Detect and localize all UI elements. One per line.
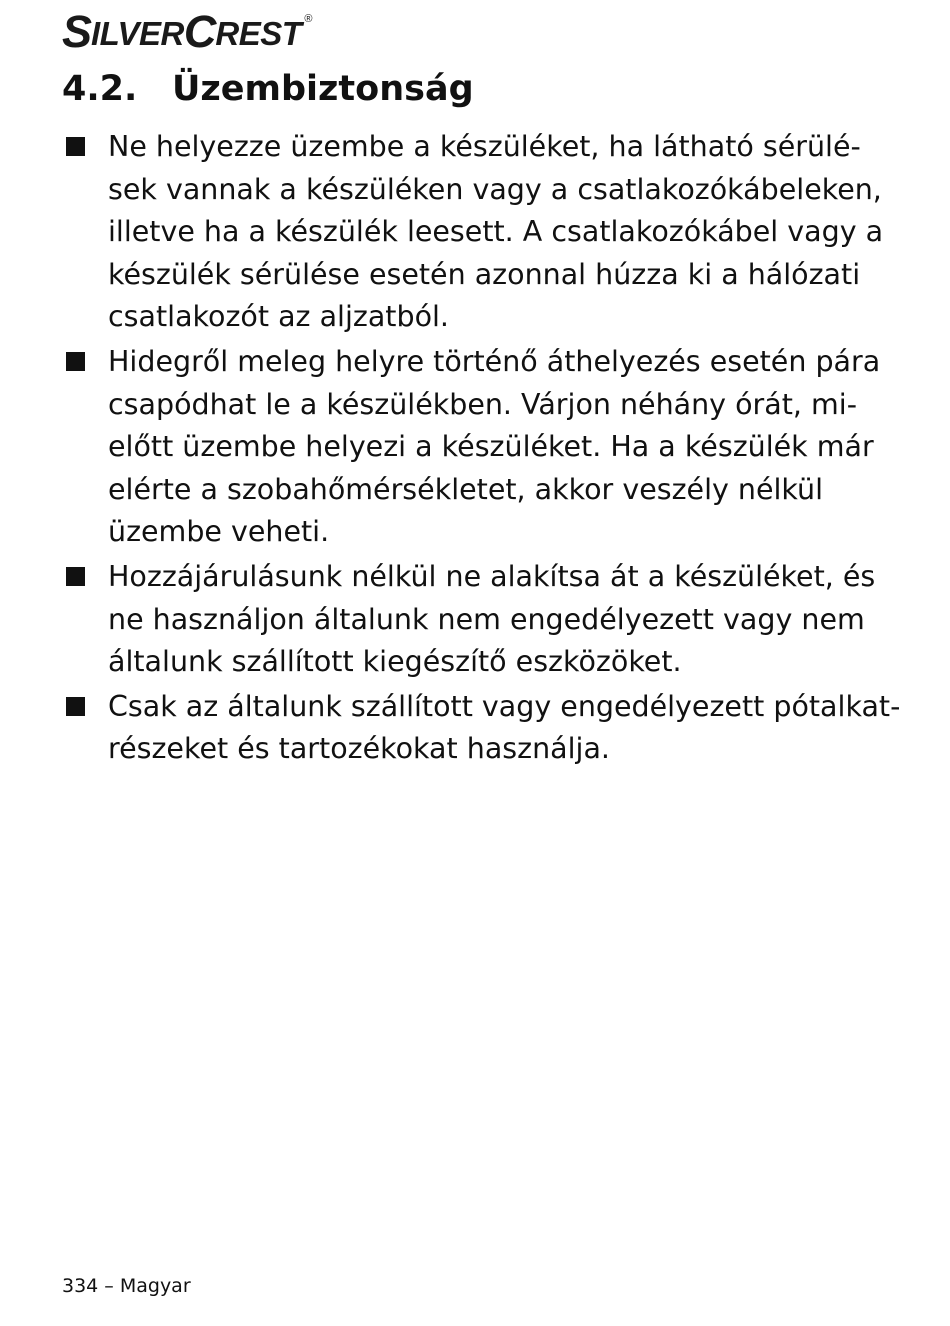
logo-text-ilver: ILVER [91, 15, 184, 52]
item-text-line: előtt üzembe helyezi a készüléket. Ha a készülék már [108, 430, 874, 464]
item-text-line: Hidegről meleg helyre történő áthelyezés esetén pára [108, 344, 881, 378]
item-text-line: illetve ha a készülék leesett. A csatlakozókábel vagy a [108, 215, 884, 249]
page-footer: 334 – Magyar [62, 1275, 191, 1297]
item-text-line: üzembe veheti. [108, 515, 330, 549]
registered-mark: ® [304, 13, 313, 25]
list-item [62, 126, 882, 339]
logo-letter-c: C [183, 6, 216, 57]
item-text-line: Ne helyezze üzembe a készüléket, ha látható sérülé- [108, 130, 861, 163]
item-text-line: elérte a szobahőmérsékletet, akkor veszély nélkül [108, 472, 824, 506]
item-text-line: csapódhat le a készülékben. Várjon néhány órát, mi- [108, 387, 857, 421]
list-item [62, 341, 882, 554]
section-title: Üzembiztonság [172, 69, 474, 109]
item-text-line: sek vannak a készüléken vagy a csatlakozókábeleken, [108, 172, 882, 206]
item-text-line: készülék sérülése esetén azonnal húzza ki a hálózati [108, 257, 861, 291]
square-bullet-icon [66, 697, 85, 716]
section-number: 4.2. [62, 69, 138, 109]
logo-text-rest: REST [215, 15, 302, 52]
square-bullet-icon [66, 137, 85, 156]
logo-letter-s: S [62, 6, 92, 57]
item-text-line: ne használjon általunk nem engedélyezett vagy nem [108, 602, 865, 636]
square-bullet-icon [66, 567, 85, 586]
item-text-line: Csak az általunk szállított vagy engedélyezett pótalkat- [108, 689, 901, 723]
item-text-line: Hozzájárulásunk nélkül ne alakítsa át a készüléket, és [108, 559, 876, 593]
item-text-line: csatlakozót az aljzatból. [108, 300, 449, 334]
section-heading [62, 66, 474, 112]
item-text-line: általunk szállított kiegészítő eszközöket. [108, 645, 682, 679]
square-bullet-icon [66, 352, 85, 371]
silvercrest-logo [62, 8, 313, 56]
list-item [62, 556, 882, 684]
safety-instructions-list [62, 126, 901, 773]
list-item [62, 686, 901, 771]
item-text-line: részeket és tartozékokat használja. [108, 732, 610, 766]
